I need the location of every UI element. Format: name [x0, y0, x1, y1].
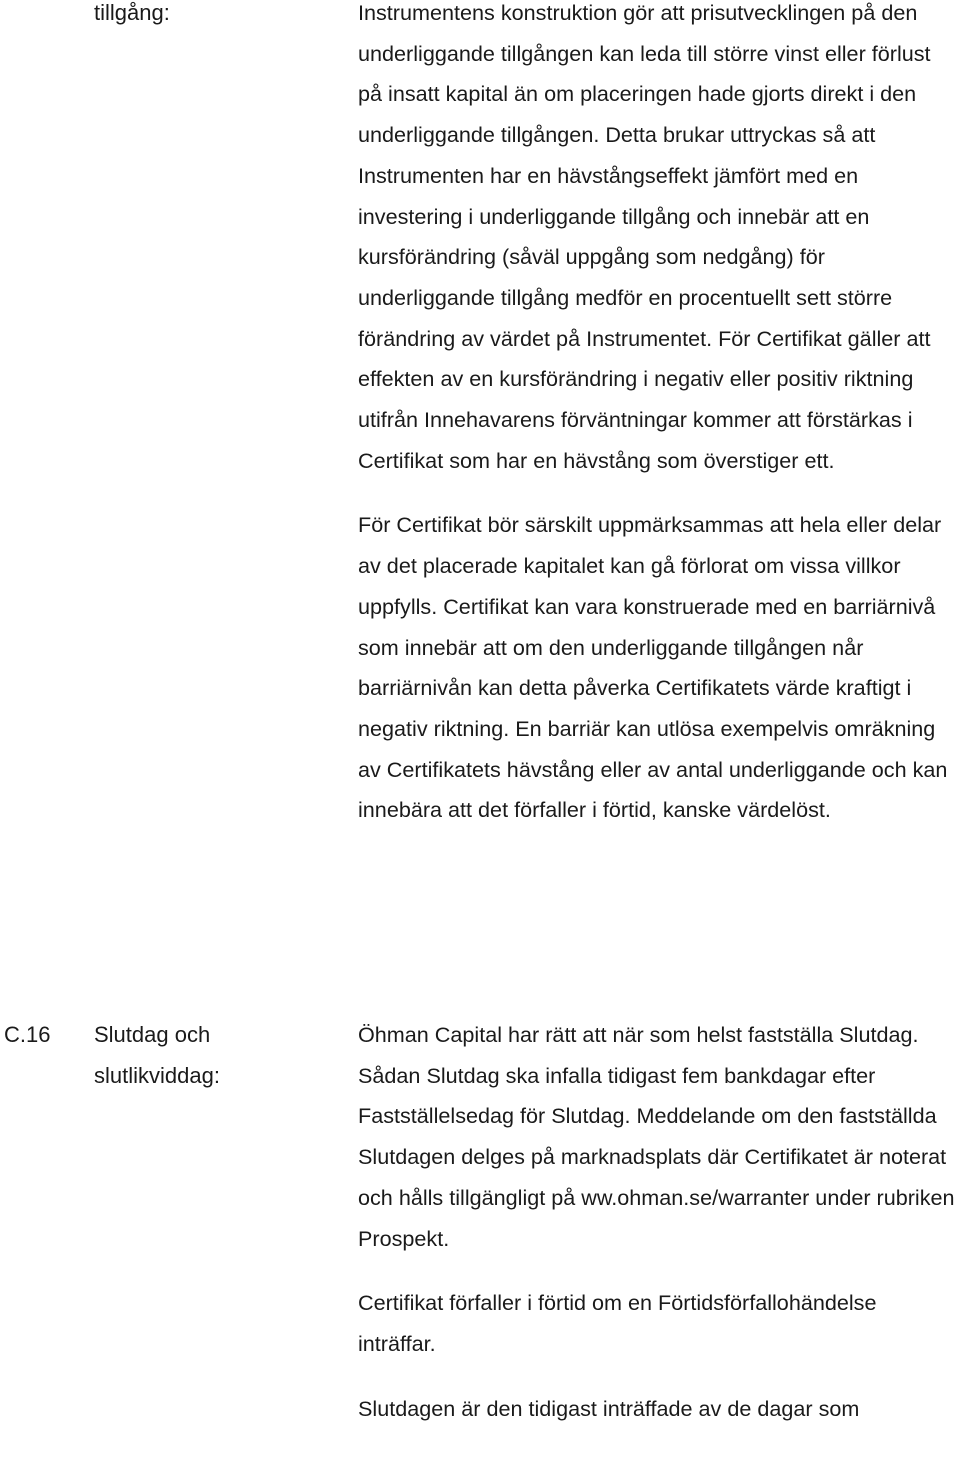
body-paragraph: Instrumentens konstruktion gör att prisutvecklingen på den underliggande tillgången kan leda till större vinst eller förlust på insatt kapital än om placeringen hade gjorts direkt i den underliggande tillgången. Detta brukar uttryckas så att Instrumenten har en hävstångseffekt jämfört med en investering i underliggande tillgång och innebär att en kursförändring (såväl uppgång som nedgång) för underliggande tillgång medför en procentuellt sett större förändring av värdet på Instrumentet. För Certifikat gäller att effekten av en kursförändring i negativ eller positiv riktning utifrån Innehavarens förväntningar kommer att förstärkas i Certifikat som har en hävstång som överstiger ett.: [358, 0, 931, 473]
section-body: [358, 1015, 958, 1429]
section-label: tillgång:: [94, 0, 170, 25]
section-label: Slutdag och slutlikviddag:: [94, 1022, 220, 1088]
body-paragraph: Certifikat förfaller i förtid om en Förtidsförfallohändelse inträffar.: [358, 1290, 877, 1356]
section-body: [358, 0, 958, 831]
body-paragraph: För Certifikat bör särskilt uppmärksammas att hela eller delar av det placerade kapitalet kan gå förlorat om vissa villkor uppfylls. Certifikat kan vara konstruerade med en barriärnivå som innebär att om den underliggande tillgången når barriärnivån kan detta påverka Certifikatets värde kraftigt i negativ riktning. En barriär kan utlösa exempelvis omräkning av Certifikatets hävstång eller av antal underliggande och kan innebära att det förfaller i förtid, kanske värdelöst.: [358, 512, 948, 823]
body-paragraph: Slutdagen är den tidigast inträffade av de dagar som: [358, 1395, 860, 1421]
section-number: C.16: [4, 1022, 51, 1047]
body-paragraph: Öhman Capital har rätt att när som helst fastställa Slutdag. Sådan Slutdag ska infalla tidigast fem bankdagar efter Fastställelsedag för Slutdag. Meddelande om den fastställda Slutdagen delges på marknadsplats där Certifikatet är noterat och hålls tillgängligt på ww.ohman.se/warranter under rubriken Prospekt.: [358, 1022, 955, 1251]
